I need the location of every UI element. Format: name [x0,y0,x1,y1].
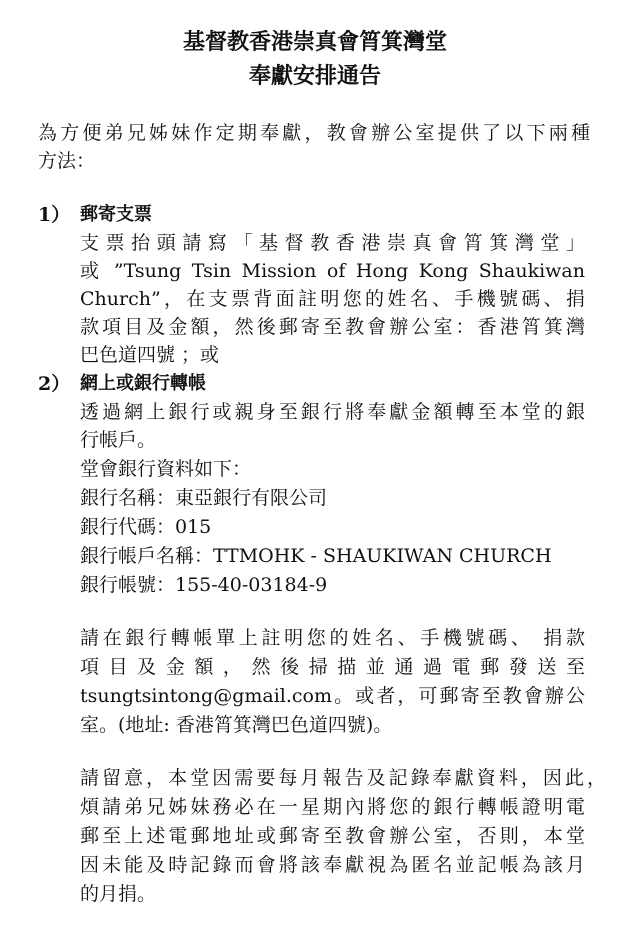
reminder-line-4: 因未能及時記錄而會將該奉獻視為匿名並記帳為該月 [80,854,585,876]
method2-heading: 網上或銀行轉帳 [80,373,206,394]
bank-account-name-line: 銀行帳戶名稱：TTMOHK - SHAUKIWAN CHURCH [80,545,552,567]
reminder-line-5: 的月捐。 [80,883,157,905]
transfer-note-line-3: tsungtsintong@gmail.com。或者，可郵寄至教會辦公 [80,685,585,707]
notice-title-line2: 奉獻安排通告 [248,64,381,89]
method1-line-2: 或 ”Tsung Tsin Mission of Hong Kong Shaukiwan [80,260,585,282]
method1-line-4: 款項目及金額，然後郵寄至教會辦公室：香港筲箕灣 [80,316,585,338]
method1-line-3: Church”，在支票背面註明您的姓名、手機號碼、捐 [80,288,585,310]
reminder-line-1: 請留意，本堂因需要每月報告及記錄奉獻資料，因此， [80,767,606,789]
transfer-note-line-4: 室。(地址: 香港筲箕灣巴色道四號)。 [80,714,393,736]
notice-title-line1: 基督教香港崇真會筲箕灣堂 [182,30,447,55]
bank-account-number-line: 銀行帳號：155-40-03184-9 [80,574,328,596]
reminder-line-3: 郵至上述電郵地址或郵寄至教會辦公室，否則，本堂 [80,825,585,847]
method2-line-2: 行帳戶。 [80,429,157,451]
bank-code-line: 銀行代碼：015 [80,516,212,538]
transfer-note-line-1: 請在銀行轉帳單上註明您的姓名、手機號碼、 捐款 [80,627,585,649]
intro-line-2: 方法： [38,150,96,172]
method1-line-5: 巴色道四號 ；或 [80,344,220,366]
method2-line-1: 透過網上銀行或親身至銀行將奉獻金額轉至本堂的銀 [80,401,585,423]
intro-line-1: 為方便弟兄姊妹作定期奉獻，教會辦公室提供了以下兩種 [38,122,590,144]
method1-number: 1） [38,204,71,226]
method2-number: 2） [38,373,71,395]
method2-line-3: 堂會銀行資料如下： [80,458,252,480]
transfer-note-line-2: 項目及金額，然後掃描並通過電郵發送至 [80,656,585,678]
bank-name-line: 銀行名稱：東亞銀行有限公司 [80,487,328,509]
reminder-line-2: 煩請弟兄姊妹務必在一星期內將您的銀行轉帳證明電 [80,796,585,818]
method1-heading: 郵寄支票 [80,204,152,225]
method1-line-1: 支票抬頭請寫「基督教香港崇真會筲箕灣堂」 [80,232,585,254]
